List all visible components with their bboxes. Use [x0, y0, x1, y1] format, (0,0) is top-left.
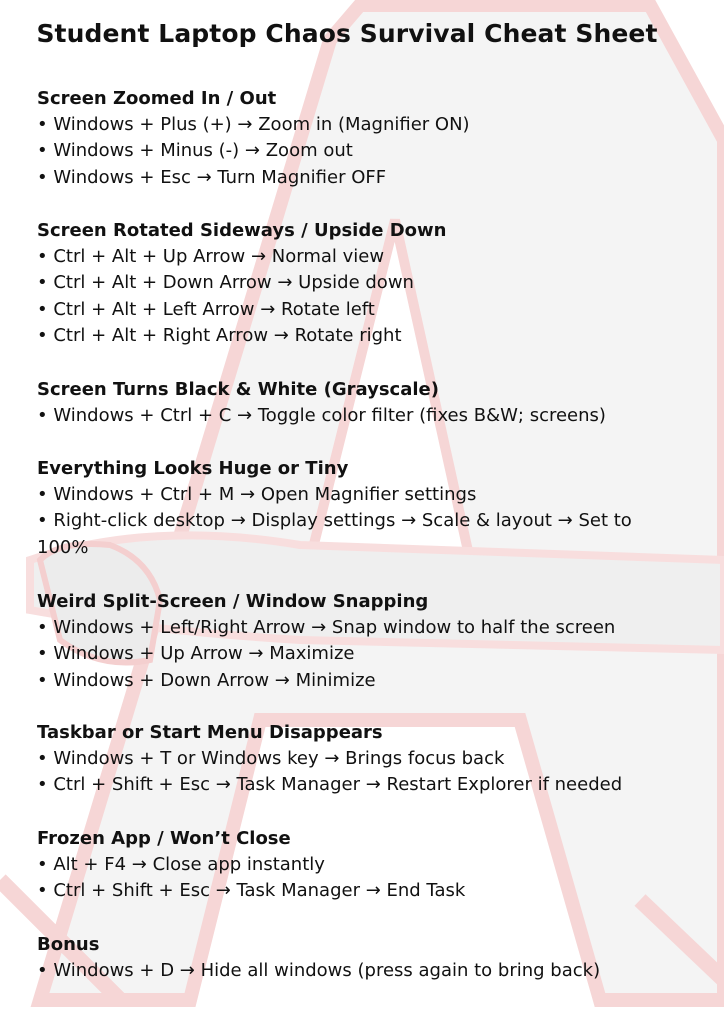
- list-item: • Ctrl + Alt + Up Arrow → Normal view: [37, 246, 385, 267]
- list-item: • Windows + Down Arrow → Minimize: [37, 669, 376, 691]
- section-heading: Everything Looks Huge or Tiny: [37, 458, 349, 479]
- list-item: • Windows + Minus (-) → Zoom out: [37, 140, 353, 162]
- list-item: • Windows + Ctrl + C → Toggle color filter (fixes B&W; screens): [37, 405, 606, 426]
- page-title: Student Laptop Chaos Survival Cheat Sheet: [36, 19, 658, 48]
- list-item: • Windows + Left/Right Arrow → Snap window to half the screen: [37, 617, 616, 638]
- list-item: • Ctrl + Shift + Esc → Task Manager → Restart Explorer if needed: [37, 774, 623, 796]
- list-item: • Windows + T or Windows key → Brings focus back: [37, 748, 505, 769]
- list-item: • Windows + Up Arrow → Maximize: [37, 643, 355, 665]
- section-heading: Taskbar or Start Menu Disappears: [37, 722, 383, 743]
- section-heading: Frozen App / Won’t Close: [37, 828, 291, 849]
- section-heading: Weird Split-Screen / Window Snapping: [37, 591, 429, 612]
- list-item: • Ctrl + Alt + Right Arrow → Rotate right: [37, 324, 402, 346]
- section-grayscale: [37, 377, 697, 429]
- section-heading: Screen Rotated Sideways / Upside Down: [37, 220, 447, 241]
- section-heading: Screen Turns Black & White (Grayscale): [37, 379, 439, 400]
- section-huge-or-tiny: [37, 456, 697, 561]
- section-heading: Screen Zoomed In / Out: [37, 88, 277, 109]
- section-taskbar: [37, 720, 697, 799]
- list-item: • Ctrl + Alt + Left Arrow → Rotate left: [37, 298, 375, 320]
- section-screen-zoomed: [37, 86, 697, 191]
- list-item: • Ctrl + Alt + Down Arrow → Upside down: [37, 272, 414, 294]
- list-item: • Ctrl + Shift + Esc → Task Manager → End Task: [37, 880, 466, 902]
- section-screen-rotated: [37, 218, 697, 349]
- section-frozen-app: [37, 826, 697, 905]
- list-item: • Alt + F4 → Close app instantly: [37, 854, 325, 875]
- section-bonus: [37, 932, 697, 984]
- list-item: • Windows + Ctrl + M → Open Magnifier settings: [37, 484, 477, 505]
- section-split-screen: [37, 589, 697, 694]
- list-item: • Windows + D → Hide all windows (press again to bring back): [37, 960, 601, 981]
- section-heading: Bonus: [37, 934, 100, 955]
- list-item: • Right-click desktop → Display settings → Scale & layout → Set to 100%: [37, 510, 632, 558]
- list-item: • Windows + Plus (+) → Zoom in (Magnifier ON): [37, 114, 470, 135]
- list-item: • Windows + Esc → Turn Magnifier OFF: [37, 166, 387, 188]
